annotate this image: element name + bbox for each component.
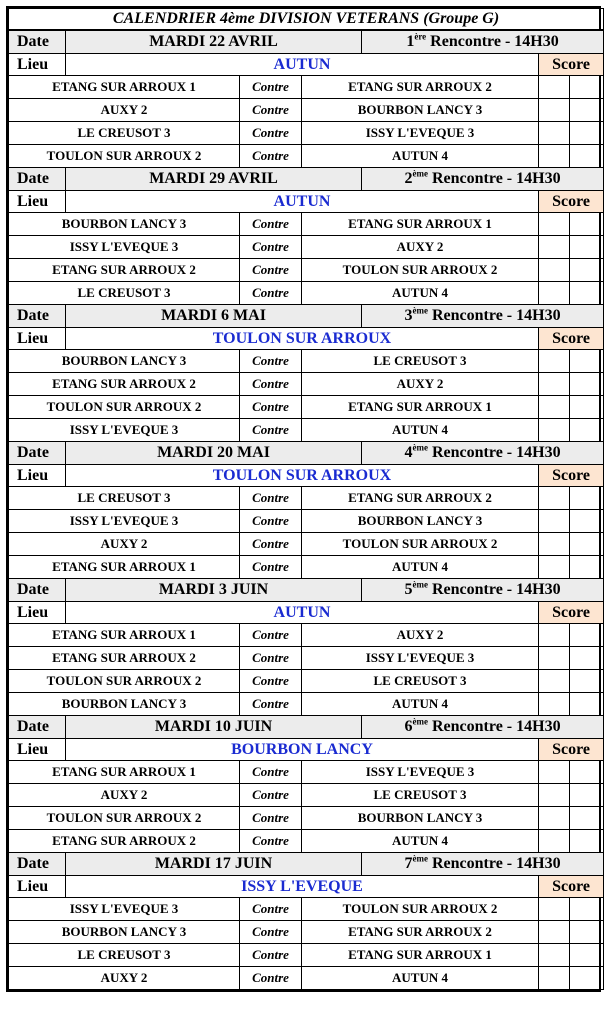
away-team: LE CREUSOT 3 bbox=[302, 670, 539, 693]
away-team: ETANG SUR ARROUX 1 bbox=[302, 944, 539, 967]
round-venue-row bbox=[9, 602, 604, 624]
match-row bbox=[9, 122, 604, 145]
score-header: Score bbox=[539, 328, 604, 350]
home-score-cell bbox=[539, 761, 570, 784]
home-score-cell bbox=[539, 967, 570, 990]
contre-label: Contre bbox=[240, 487, 302, 510]
round-time: Rencontre - 14H30 bbox=[432, 444, 561, 461]
contre-label: Contre bbox=[240, 967, 302, 990]
away-team: TOULON SUR ARROUX 2 bbox=[302, 898, 539, 921]
round-number bbox=[362, 305, 604, 328]
schedule-table bbox=[8, 8, 604, 990]
round-date: MARDI 10 JUIN bbox=[66, 716, 362, 739]
match-row bbox=[9, 259, 604, 282]
home-team: ISSY L'EVEQUE 3 bbox=[9, 898, 240, 921]
match-row bbox=[9, 350, 604, 373]
away-team: ETANG SUR ARROUX 2 bbox=[302, 76, 539, 99]
away-score-cell bbox=[570, 396, 604, 419]
match-row bbox=[9, 236, 604, 259]
lieu-label: Lieu bbox=[9, 876, 66, 898]
home-score-cell bbox=[539, 921, 570, 944]
away-team: LE CREUSOT 3 bbox=[302, 350, 539, 373]
round-time: Rencontre - 14H30 bbox=[432, 718, 561, 735]
lieu-label: Lieu bbox=[9, 465, 66, 487]
page-title: CALENDRIER 4ème DIVISION VETERANS (Groupe G) bbox=[9, 9, 604, 31]
round-number bbox=[362, 716, 604, 739]
round-venue-row bbox=[9, 191, 604, 213]
round-date: MARDI 3 JUIN bbox=[66, 579, 362, 602]
contre-label: Contre bbox=[240, 145, 302, 168]
away-team: AUTUN 4 bbox=[302, 556, 539, 579]
away-score-cell bbox=[570, 898, 604, 921]
away-score-cell bbox=[570, 350, 604, 373]
away-score-cell bbox=[570, 487, 604, 510]
match-row bbox=[9, 647, 604, 670]
home-team: BOURBON LANCY 3 bbox=[9, 693, 240, 716]
match-row bbox=[9, 533, 604, 556]
home-team: ETANG SUR ARROUX 2 bbox=[9, 647, 240, 670]
away-team: AUTUN 4 bbox=[302, 145, 539, 168]
away-team: AUTUN 4 bbox=[302, 830, 539, 853]
home-score-cell bbox=[539, 624, 570, 647]
home-team: AUXY 2 bbox=[9, 533, 240, 556]
venue: TOULON SUR ARROUX bbox=[66, 328, 539, 350]
away-score-cell bbox=[570, 76, 604, 99]
match-row bbox=[9, 282, 604, 305]
home-team: ISSY L'EVEQUE 3 bbox=[9, 236, 240, 259]
home-team: LE CREUSOT 3 bbox=[9, 122, 240, 145]
away-team: ISSY L'EVEQUE 3 bbox=[302, 761, 539, 784]
match-row bbox=[9, 419, 604, 442]
away-team: AUXY 2 bbox=[302, 624, 539, 647]
home-team: ETANG SUR ARROUX 1 bbox=[9, 76, 240, 99]
home-team: TOULON SUR ARROUX 2 bbox=[9, 670, 240, 693]
contre-label: Contre bbox=[240, 533, 302, 556]
away-score-cell bbox=[570, 122, 604, 145]
away-score-cell bbox=[570, 99, 604, 122]
round-date: MARDI 20 MAI bbox=[66, 442, 362, 465]
round-num: 2 bbox=[404, 170, 413, 187]
away-team: BOURBON LANCY 3 bbox=[302, 510, 539, 533]
contre-label: Contre bbox=[240, 282, 302, 305]
venue: ISSY L'EVEQUE bbox=[66, 876, 539, 898]
home-team: TOULON SUR ARROUX 2 bbox=[9, 145, 240, 168]
away-team: AUTUN 4 bbox=[302, 419, 539, 442]
match-row bbox=[9, 670, 604, 693]
home-team: TOULON SUR ARROUX 2 bbox=[9, 396, 240, 419]
title-row bbox=[9, 9, 604, 31]
round-num: 1 bbox=[406, 33, 415, 50]
round-date: MARDI 6 MAI bbox=[66, 305, 362, 328]
venue: TOULON SUR ARROUX bbox=[66, 465, 539, 487]
venue: AUTUN bbox=[66, 191, 539, 213]
score-header: Score bbox=[539, 191, 604, 213]
match-row bbox=[9, 99, 604, 122]
round-num-suffix: ème bbox=[412, 853, 428, 864]
away-score-cell bbox=[570, 236, 604, 259]
round-time: Rencontre - 14H30 bbox=[432, 581, 561, 598]
round-time: Rencontre - 14H30 bbox=[430, 33, 559, 50]
away-score-cell bbox=[570, 419, 604, 442]
away-team: ISSY L'EVEQUE 3 bbox=[302, 647, 539, 670]
away-team: AUTUN 4 bbox=[302, 282, 539, 305]
away-team: TOULON SUR ARROUX 2 bbox=[302, 259, 539, 282]
away-score-cell bbox=[570, 533, 604, 556]
home-team: ISSY L'EVEQUE 3 bbox=[9, 419, 240, 442]
home-score-cell bbox=[539, 830, 570, 853]
score-header: Score bbox=[539, 602, 604, 624]
contre-label: Contre bbox=[240, 647, 302, 670]
home-team: ETANG SUR ARROUX 2 bbox=[9, 259, 240, 282]
away-team: ETANG SUR ARROUX 1 bbox=[302, 213, 539, 236]
home-score-cell bbox=[539, 807, 570, 830]
home-team: ETANG SUR ARROUX 1 bbox=[9, 761, 240, 784]
score-header: Score bbox=[539, 54, 604, 76]
match-row bbox=[9, 487, 604, 510]
home-score-cell bbox=[539, 670, 570, 693]
contre-label: Contre bbox=[240, 419, 302, 442]
home-team: AUXY 2 bbox=[9, 784, 240, 807]
home-score-cell bbox=[539, 647, 570, 670]
away-team: AUTUN 4 bbox=[302, 693, 539, 716]
home-score-cell bbox=[539, 76, 570, 99]
match-row bbox=[9, 807, 604, 830]
away-score-cell bbox=[570, 830, 604, 853]
venue: BOURBON LANCY bbox=[66, 739, 539, 761]
away-score-cell bbox=[570, 670, 604, 693]
away-score-cell bbox=[570, 624, 604, 647]
contre-label: Contre bbox=[240, 624, 302, 647]
contre-label: Contre bbox=[240, 373, 302, 396]
away-team: ETANG SUR ARROUX 2 bbox=[302, 921, 539, 944]
round-number bbox=[362, 30, 604, 54]
home-score-cell bbox=[539, 693, 570, 716]
away-score-cell bbox=[570, 944, 604, 967]
away-team: BOURBON LANCY 3 bbox=[302, 807, 539, 830]
venue: AUTUN bbox=[66, 602, 539, 624]
lieu-label: Lieu bbox=[9, 54, 66, 76]
away-team: ETANG SUR ARROUX 2 bbox=[302, 487, 539, 510]
home-team: BOURBON LANCY 3 bbox=[9, 921, 240, 944]
match-row bbox=[9, 373, 604, 396]
away-score-cell bbox=[570, 373, 604, 396]
away-team: AUXY 2 bbox=[302, 236, 539, 259]
away-score-cell bbox=[570, 556, 604, 579]
date-label: Date bbox=[9, 442, 66, 465]
round-date-row bbox=[9, 853, 604, 876]
contre-label: Contre bbox=[240, 921, 302, 944]
home-team: LE CREUSOT 3 bbox=[9, 944, 240, 967]
score-header: Score bbox=[539, 876, 604, 898]
contre-label: Contre bbox=[240, 761, 302, 784]
round-num: 5 bbox=[404, 581, 413, 598]
home-score-cell bbox=[539, 396, 570, 419]
home-score-cell bbox=[539, 487, 570, 510]
contre-label: Contre bbox=[240, 944, 302, 967]
away-score-cell bbox=[570, 807, 604, 830]
round-num-suffix: ème bbox=[412, 305, 428, 316]
away-score-cell bbox=[570, 921, 604, 944]
home-team: LE CREUSOT 3 bbox=[9, 282, 240, 305]
away-score-cell bbox=[570, 693, 604, 716]
home-team: ETANG SUR ARROUX 1 bbox=[9, 624, 240, 647]
home-score-cell bbox=[539, 373, 570, 396]
home-team: LE CREUSOT 3 bbox=[9, 487, 240, 510]
round-date: MARDI 17 JUIN bbox=[66, 853, 362, 876]
home-score-cell bbox=[539, 259, 570, 282]
round-num: 6 bbox=[404, 718, 413, 735]
lieu-label: Lieu bbox=[9, 739, 66, 761]
contre-label: Contre bbox=[240, 236, 302, 259]
home-score-cell bbox=[539, 556, 570, 579]
away-team: BOURBON LANCY 3 bbox=[302, 99, 539, 122]
contre-label: Contre bbox=[240, 510, 302, 533]
lieu-label: Lieu bbox=[9, 328, 66, 350]
home-team: BOURBON LANCY 3 bbox=[9, 350, 240, 373]
match-row bbox=[9, 213, 604, 236]
contre-label: Contre bbox=[240, 350, 302, 373]
away-score-cell bbox=[570, 510, 604, 533]
away-team: TOULON SUR ARROUX 2 bbox=[302, 533, 539, 556]
away-team: AUTUN 4 bbox=[302, 967, 539, 990]
away-team: LE CREUSOT 3 bbox=[302, 784, 539, 807]
round-number bbox=[362, 853, 604, 876]
match-row bbox=[9, 830, 604, 853]
contre-label: Contre bbox=[240, 807, 302, 830]
match-row bbox=[9, 784, 604, 807]
schedule-sheet bbox=[6, 6, 601, 992]
home-score-cell bbox=[539, 533, 570, 556]
round-num: 7 bbox=[404, 855, 413, 872]
date-label: Date bbox=[9, 579, 66, 602]
contre-label: Contre bbox=[240, 784, 302, 807]
round-date-row bbox=[9, 305, 604, 328]
round-time: Rencontre - 14H30 bbox=[432, 170, 561, 187]
away-score-cell bbox=[570, 213, 604, 236]
score-header: Score bbox=[539, 739, 604, 761]
match-row bbox=[9, 510, 604, 533]
home-score-cell bbox=[539, 350, 570, 373]
venue: AUTUN bbox=[66, 54, 539, 76]
round-number bbox=[362, 168, 604, 191]
round-num: 3 bbox=[404, 307, 413, 324]
round-num-suffix: ème bbox=[412, 168, 428, 179]
home-score-cell bbox=[539, 122, 570, 145]
home-team: BOURBON LANCY 3 bbox=[9, 213, 240, 236]
round-date-row bbox=[9, 168, 604, 191]
match-row bbox=[9, 921, 604, 944]
round-date-row bbox=[9, 442, 604, 465]
date-label: Date bbox=[9, 853, 66, 876]
lieu-label: Lieu bbox=[9, 602, 66, 624]
home-team: ETANG SUR ARROUX 2 bbox=[9, 373, 240, 396]
home-team: ETANG SUR ARROUX 2 bbox=[9, 830, 240, 853]
round-time: Rencontre - 14H30 bbox=[432, 307, 561, 324]
round-venue-row bbox=[9, 739, 604, 761]
home-team: ISSY L'EVEQUE 3 bbox=[9, 510, 240, 533]
score-header: Score bbox=[539, 465, 604, 487]
home-team: ETANG SUR ARROUX 1 bbox=[9, 556, 240, 579]
match-row bbox=[9, 761, 604, 784]
match-row bbox=[9, 898, 604, 921]
match-row bbox=[9, 693, 604, 716]
match-row bbox=[9, 396, 604, 419]
home-team: AUXY 2 bbox=[9, 99, 240, 122]
home-score-cell bbox=[539, 898, 570, 921]
contre-label: Contre bbox=[240, 556, 302, 579]
home-score-cell bbox=[539, 784, 570, 807]
round-date: MARDI 29 AVRIL bbox=[66, 168, 362, 191]
away-team: ISSY L'EVEQUE 3 bbox=[302, 122, 539, 145]
contre-label: Contre bbox=[240, 213, 302, 236]
contre-label: Contre bbox=[240, 396, 302, 419]
away-score-cell bbox=[570, 967, 604, 990]
home-team: AUXY 2 bbox=[9, 967, 240, 990]
away-score-cell bbox=[570, 647, 604, 670]
match-row bbox=[9, 944, 604, 967]
date-label: Date bbox=[9, 716, 66, 739]
round-date-row bbox=[9, 579, 604, 602]
contre-label: Contre bbox=[240, 76, 302, 99]
round-venue-row bbox=[9, 876, 604, 898]
round-venue-row bbox=[9, 54, 604, 76]
contre-label: Contre bbox=[240, 830, 302, 853]
home-score-cell bbox=[539, 282, 570, 305]
home-team: TOULON SUR ARROUX 2 bbox=[9, 807, 240, 830]
home-score-cell bbox=[539, 213, 570, 236]
contre-label: Contre bbox=[240, 259, 302, 282]
match-row bbox=[9, 76, 604, 99]
round-num-suffix: ère bbox=[414, 31, 427, 42]
round-num-suffix: ème bbox=[412, 579, 428, 590]
away-score-cell bbox=[570, 761, 604, 784]
round-date: MARDI 22 AVRIL bbox=[66, 30, 362, 54]
match-row bbox=[9, 967, 604, 990]
home-score-cell bbox=[539, 236, 570, 259]
round-num-suffix: ème bbox=[412, 442, 428, 453]
away-team: ETANG SUR ARROUX 1 bbox=[302, 396, 539, 419]
round-venue-row bbox=[9, 465, 604, 487]
round-time: Rencontre - 14H30 bbox=[432, 855, 561, 872]
home-score-cell bbox=[539, 944, 570, 967]
round-num-suffix: ème bbox=[412, 716, 428, 727]
match-row bbox=[9, 624, 604, 647]
date-label: Date bbox=[9, 305, 66, 328]
match-row bbox=[9, 145, 604, 168]
away-score-cell bbox=[570, 145, 604, 168]
contre-label: Contre bbox=[240, 693, 302, 716]
contre-label: Contre bbox=[240, 99, 302, 122]
home-score-cell bbox=[539, 419, 570, 442]
home-score-cell bbox=[539, 145, 570, 168]
away-score-cell bbox=[570, 784, 604, 807]
home-score-cell bbox=[539, 510, 570, 533]
contre-label: Contre bbox=[240, 670, 302, 693]
round-number bbox=[362, 442, 604, 465]
contre-label: Contre bbox=[240, 122, 302, 145]
home-score-cell bbox=[539, 99, 570, 122]
away-score-cell bbox=[570, 282, 604, 305]
away-score-cell bbox=[570, 259, 604, 282]
round-date-row bbox=[9, 716, 604, 739]
contre-label: Contre bbox=[240, 898, 302, 921]
date-label: Date bbox=[9, 168, 66, 191]
round-num: 4 bbox=[404, 444, 413, 461]
round-number bbox=[362, 579, 604, 602]
round-date-row bbox=[9, 30, 604, 54]
round-venue-row bbox=[9, 328, 604, 350]
lieu-label: Lieu bbox=[9, 191, 66, 213]
match-row bbox=[9, 556, 604, 579]
date-label: Date bbox=[9, 30, 66, 54]
away-team: AUXY 2 bbox=[302, 373, 539, 396]
